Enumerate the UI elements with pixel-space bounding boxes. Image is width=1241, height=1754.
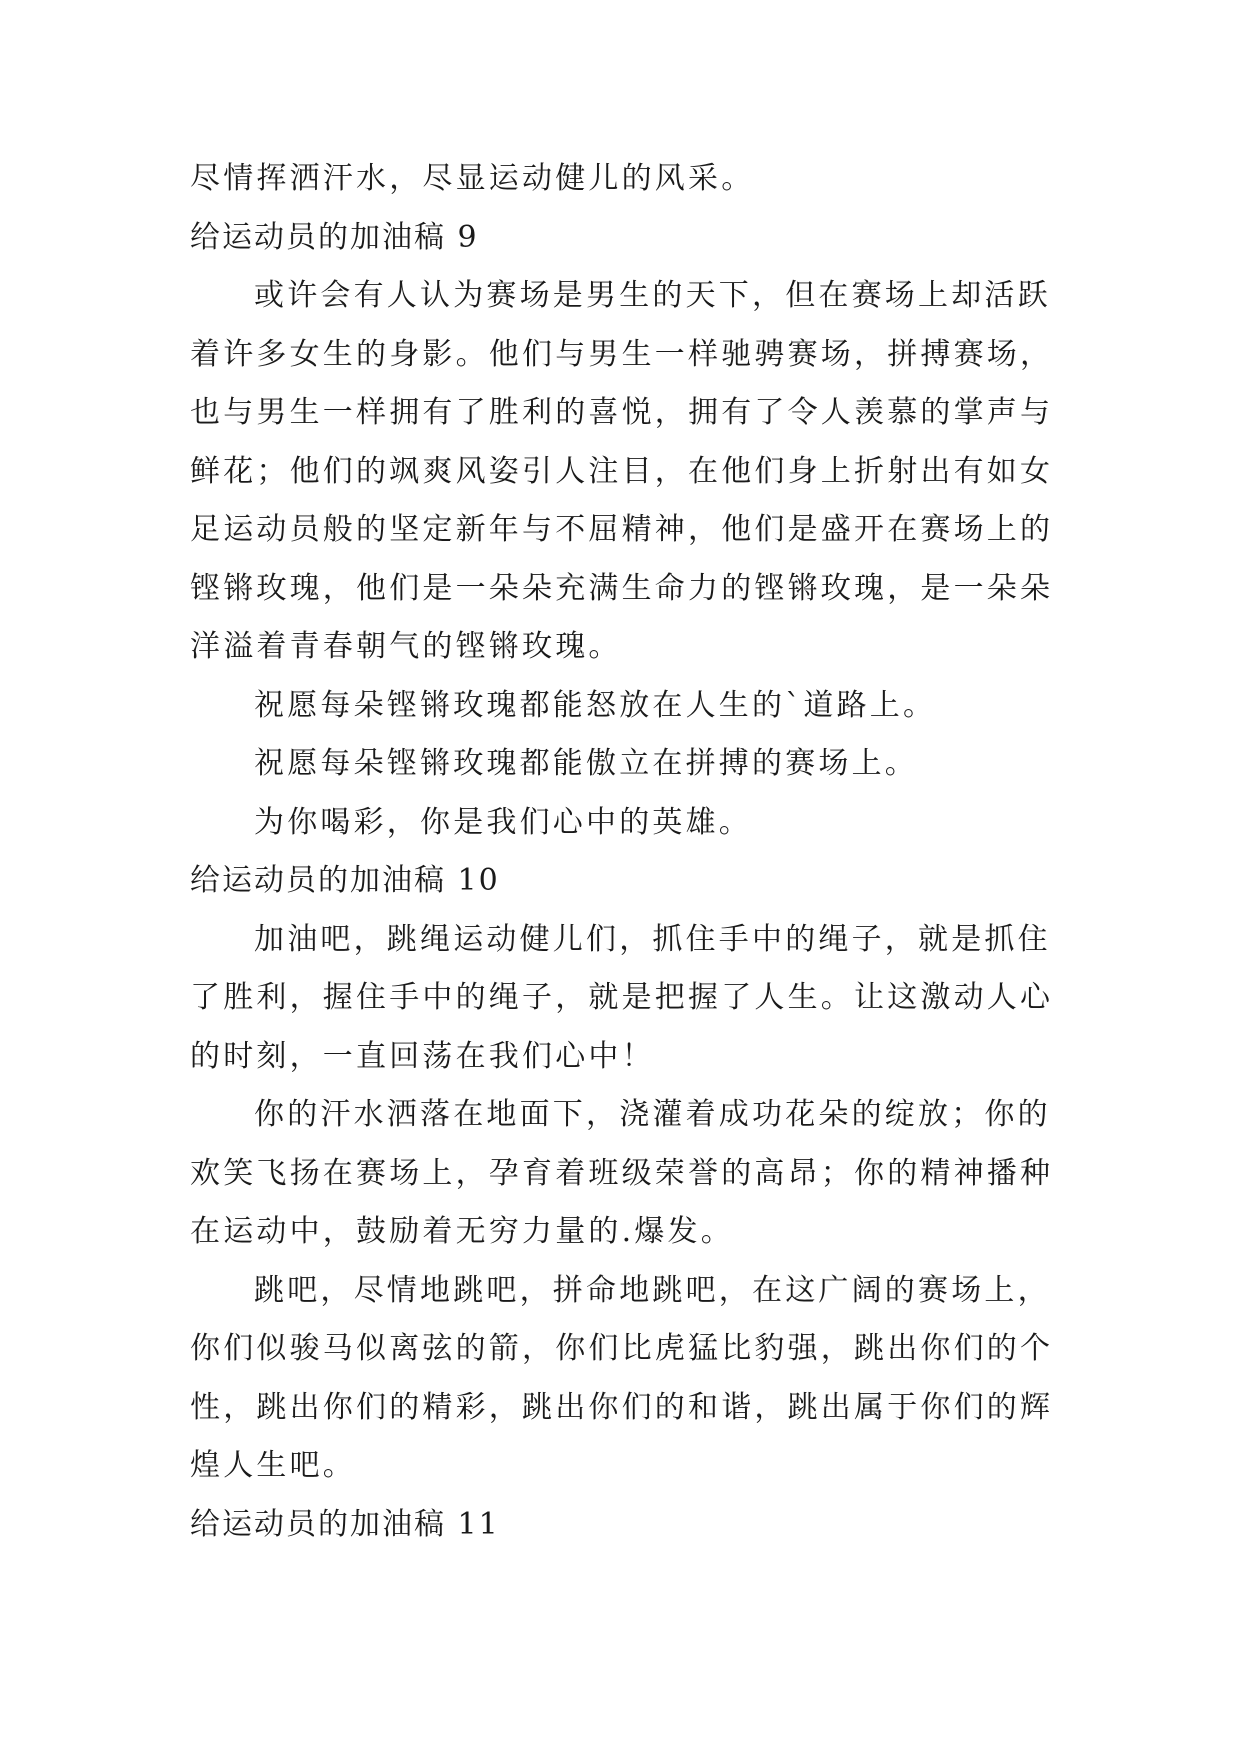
paragraph-first-line: 祝愿每朵铿锵玫瑰都能怒放在人生的`道路上。 <box>254 687 937 723</box>
paragraph-first-line: 加油吧，跳绳运动健儿们，抓住手中的绳子，就是抓住 <box>254 921 1051 957</box>
text-line: 尽情挥洒汗水，尽显运动健儿的风采。 <box>190 161 755 196</box>
paragraph-first-line: 跳吧，尽情地跳吧，拼命地跳吧，在这广阔的赛场上， <box>254 1272 1051 1308</box>
paragraph-first-line: 祝愿每朵铿锵玫瑰都能傲立在拼搏的赛场上。 <box>254 746 918 781</box>
text-line: 也与男生一样拥有了胜利的喜悦，拥有了令人羡慕的掌声与 <box>190 395 1054 430</box>
text-line: 煌人生吧。 <box>190 1448 356 1483</box>
section-heading: 给运动员的加油稿 9 <box>190 219 479 255</box>
text-line: 性，跳出你们的精彩，跳出你们的和谐，跳出属于你们的辉 <box>190 1389 1054 1425</box>
text-line: 铿锵玫瑰，他们是一朵朵充满生命力的铿锵玫瑰，是一朵朵 <box>190 570 1054 606</box>
section-heading: 给运动员的加油稿 11 <box>190 1506 500 1542</box>
section-heading: 给运动员的加油稿 10 <box>190 863 500 898</box>
document-page <box>190 150 1070 1554</box>
text-line: 欢笑飞扬在赛场上，孕育着班级荣誉的高昂；你的精神播种 <box>190 1155 1054 1191</box>
text-line: 洋溢着青春朝气的铿锵玫瑰。 <box>190 629 622 664</box>
text-line: 的时刻，一直回荡在我们心中！ <box>190 1038 655 1074</box>
paragraph-first-line: 为你喝彩，你是我们心中的英雄。 <box>254 804 752 840</box>
text-line: 在运动中，鼓励着无穷力量的.爆发。 <box>190 1214 734 1249</box>
paragraph-first-line: 你的汗水洒落在地面下，浇灌着成功花朵的绽放；你的 <box>254 1097 1051 1132</box>
text-line: 了胜利，握住手中的绳子，就是把握了人生。让这激动人心 <box>190 980 1054 1015</box>
paragraph-first-line: 或许会有人认为赛场是男生的天下，但在赛场上却活跃 <box>254 278 1051 313</box>
text-line: 你们似骏马似离弦的箭，你们比虎猛比豹强，跳出你们的个 <box>190 1331 1054 1366</box>
text-line: 足运动员般的坚定新年与不屈精神，他们是盛开在赛场上的 <box>190 512 1054 547</box>
text-line: 着许多女生的身影。他们与男生一样驰骋赛场，拼搏赛场， <box>190 336 1054 372</box>
text-line: 鲜花；他们的飒爽风姿引人注目，在他们身上折射出有如女 <box>190 453 1054 489</box>
